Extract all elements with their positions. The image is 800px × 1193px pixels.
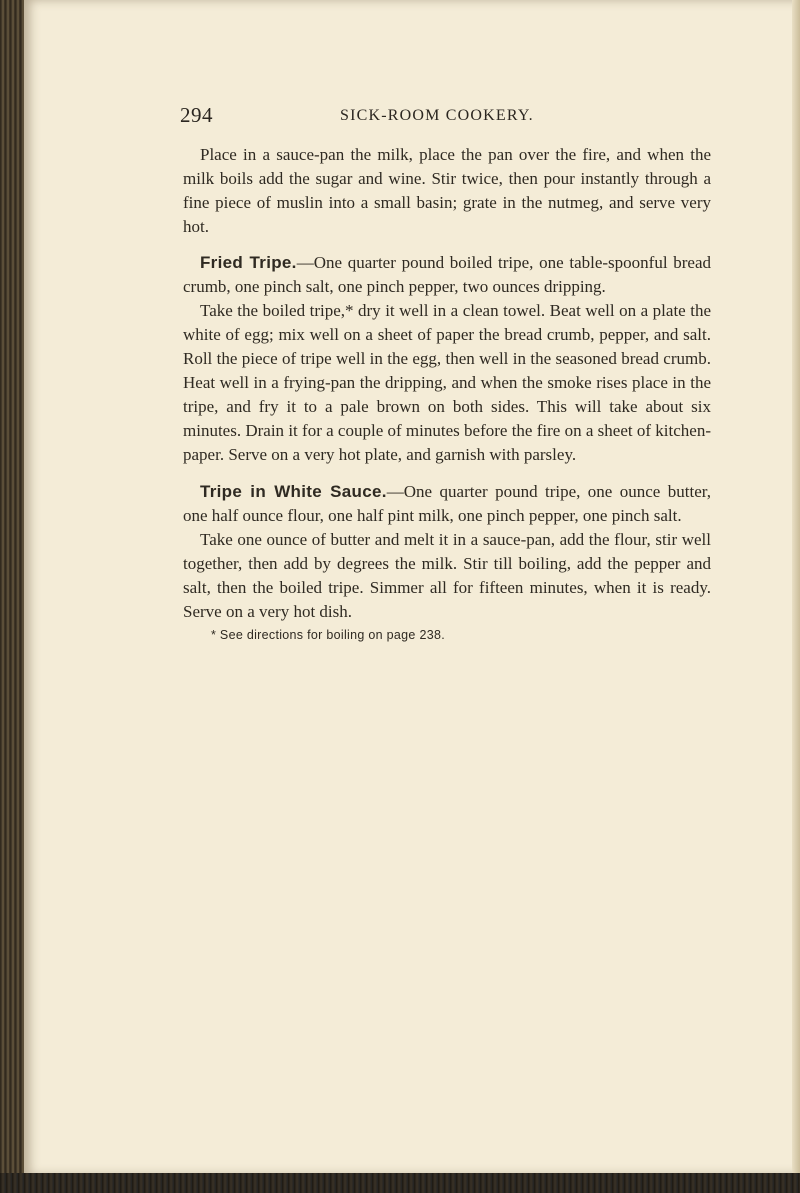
white-sauce-ingredients-paragraph bbox=[183, 480, 711, 528]
fried-tripe-title: Fried Tripe. bbox=[200, 253, 297, 272]
page-edge bbox=[792, 0, 800, 1175]
paragraph-gap bbox=[183, 239, 711, 251]
running-head: SICK-ROOM COOKERY. bbox=[340, 107, 534, 124]
fried-tripe-ingredients-paragraph bbox=[183, 251, 711, 299]
paragraph-gap bbox=[183, 467, 711, 480]
page-header bbox=[180, 103, 700, 133]
book-bottom-edge bbox=[0, 1173, 800, 1193]
white-sauce-method: Take one ounce of butter and melt it in a sauce-pan, add the flour, stir well together, then add by degrees the milk. Stir till boiling, add the pepper and salt, then the boiled tripe. Simmer all for fifteen minutes, when it is ready. Serve on a very hot dish. bbox=[183, 530, 711, 621]
intro-paragraph: Place in a sauce-pan the milk, place the pan over the fire, and when the milk boils add the sugar and wine. Stir twice, then pour instantly through a fine piece of muslin into a small basin; grate in the nutmeg, and serve very hot. bbox=[183, 145, 711, 236]
white-sauce-ingredients: —One quarter pound tripe, one ounce butter, one half ounce flour, one half pint milk, one pinch pepper, one pinch salt. bbox=[183, 482, 711, 525]
fried-tripe-ingredients: —One quarter pound boiled tripe, one table-spoonful bread crumb, one pinch salt, one pinch pepper, two ounces dripping. bbox=[183, 253, 712, 296]
page-number: 294 bbox=[180, 103, 213, 127]
fried-tripe-method: Take the boiled tripe,* dry it well in a clean towel. Beat well on a plate the white of egg; mix well on a sheet of paper the bread crumb, pepper, and salt. Roll the piece of tripe well in the egg, then well in the seasoned bread crumb. Heat well in a frying-pan the dripping, and when the smoke rises place in the tripe, and fry it to a pale brown on both sides. This will take about six minutes. Drain it for a couple of minutes before the fire on a sheet of kitchen-paper. Serve on a very hot plate, and garnish with parsley. bbox=[183, 301, 711, 464]
footnote: * See directions for boiling on page 238. bbox=[211, 628, 445, 642]
page-body bbox=[183, 143, 711, 644]
white-sauce-title: Tripe in White Sauce. bbox=[200, 482, 387, 501]
